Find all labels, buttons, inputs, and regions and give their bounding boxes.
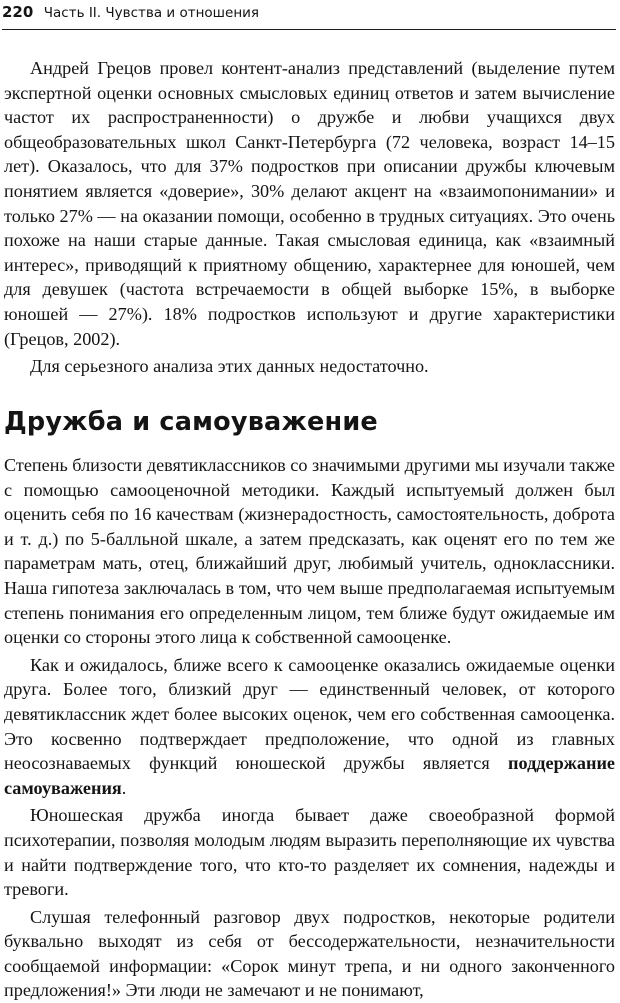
section-heading: Дружба и самоуважение [4,407,378,437]
emphasis-text: поддержание самоуважения [4,753,615,798]
paragraph: Для серьезного анализа этих данных недостаточно. [30,356,429,377]
running-title: Часть II. Чувства и отношения [43,5,260,21]
intro-text [4,56,615,379]
paragraph: Юношеская дружба иногда бывает даже своеобразной формой психотерапии, позволяя молодым людям выразить переполняющие их чувства и найти подтверждение того, что кто-то разделяет их сомнения, надежды и тревоги. [4,805,615,900]
page-number: 220 [2,3,34,21]
paragraph: Слушая телефонный разговор двух подростков, некоторые родители буквально выходят из себя от бессодержательности, незначительности сообщаемой информации: «Сорок минут трепа, и ни одного законченного предложения!» Эти люди не замечают и не понимают, [4,906,615,1001]
paragraph [4,653,615,801]
paragraph: Степень близости девятиклассников со значимыми другими мы изучали также с помощью самооценочной методики. Каждый испытуемый должен был оценить себя по 16 качествам (жизнерадостность, самостоятельность, доброта и т. д.) по 5-балльной шкале, а затем предсказать, как оценят его по тем же параметрам мать, отец, ближайший друг, любимый учитель, одноклассники. Наша гипотеза заключалась в том, что чем выше предполагаемая испытуемым степень понимания его определенным лицом, тем ближе будут ожидаемые им оценки со стороны этого лица к собственной самооценке. [4,455,615,648]
paragraph-text: Как и ожидалось, ближе всего к самооценке оказались ожидаемые оценки друга. Более того, близкий друг — единственный человек, от которого девятиклассник ждет более высоких оценок, чем его собственная самооценка. Это косвенно подтверждает предположение, что одной из главных неосознаваемых функций юношеской дружбы является [4,654,615,774]
running-head [2,2,616,30]
paragraph: Андрей Грецов провел контент-анализ представлений (выделение путем экспертной оценки основных смысловых единиц ответов и затем вычисление частот их распространенности) о дружбе и любви учащихся двух общеобразовательных школ Санкт-Петербурга (72 человека, возраст 14–15 лет). Оказалось, что для 37% подростков при описании дружбы ключевым понятием является «доверие», 30% делают акцент на «взаимопонимании» и только 27% — на оказании помощи, особенно в трудных ситуациях. Это очень похоже на наши старые данные. Такая смысловая единица, как «взаимный интерес», приводящий к приятному общению, характернее для юношей, чем для девушек (частота встречаемости в общей выборке 15%, в выборке юношей — 27%). 18% подростков используют и другие характеристики (Грецов, 2002). [4,58,615,349]
section-text [4,453,615,1003]
paragraph-text: . [121,777,127,798]
